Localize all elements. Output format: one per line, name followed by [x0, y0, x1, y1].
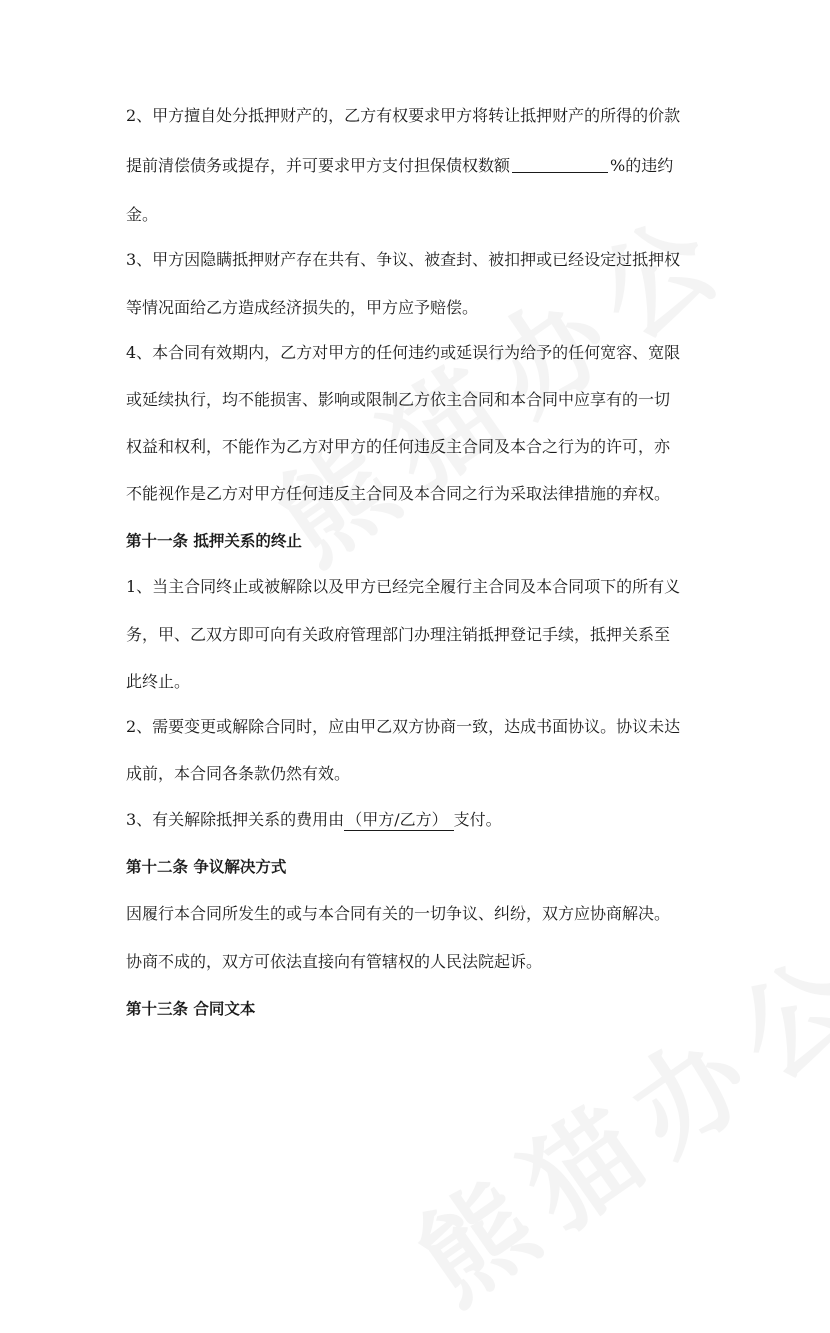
section-heading: 第十一条 抵押关系的终止 [126, 532, 302, 550]
paragraph-line: 协商不成的，双方可依法直接向有管辖权的人民法院起诉。 [126, 952, 543, 971]
paragraph-line: 或延续执行，均不能损害、影响或限制乙方依主合同和本合同中应享有的一切 [126, 390, 671, 409]
paragraph-text: 3、有关解除抵押关系的费用由 [126, 810, 345, 829]
paragraph-line: 3、甲方因隐瞒抵押财产存在共有、争议、被查封、被扣押或已经设定过抵押权 [126, 250, 681, 269]
blank-line[interactable] [512, 156, 608, 173]
paragraph-line: 务，甲、乙双方即可向有关政府管理部门办理注销抵押登记手续，抵押关系至 [126, 625, 671, 644]
paragraph-line [126, 810, 502, 830]
section-heading: 第十二条 争议解决方式 [126, 858, 287, 876]
paragraph-line: 权益和权利，不能作为乙方对甲方的任何违反主合同及本合之行为的许可，亦 [126, 437, 671, 456]
paragraph-line: 不能视作是乙方对甲方任何违反主合同及本合同之行为采取法律措施的弃权。 [126, 484, 671, 503]
watermark [242, 165, 759, 593]
paragraph-line: 2、甲方擅自处分抵押财产的，乙方有权要求甲方将转让抵押财产的所得的价款 [126, 106, 681, 125]
paragraph-text: 支付。 [453, 810, 502, 829]
paragraph-line [126, 156, 673, 176]
paragraph-line: 4、本合同有效期内，乙方对甲方的任何违约或延误行为给予的任何宽容、宽限 [126, 343, 681, 362]
paragraph-line: 因履行本合同所发生的或与本合同有关的一切争议、纠纷，双方应协商解决。 [126, 904, 671, 923]
section-heading: 第十三条 合同文本 [126, 1000, 256, 1018]
paragraph-text: 提前清偿债务或提存，并可要求甲方支付担保债权数额 [126, 156, 511, 175]
paragraph-line: 2、需要变更或解除合同时，应由甲乙双方协商一致，达成书面协议。协议未达 [126, 717, 681, 736]
underlined-field[interactable]: （甲方/乙方） [344, 810, 453, 831]
paragraph-line: 成前，本合同各条款仍然有效。 [126, 764, 351, 783]
paragraph-text: %的违约 [610, 156, 674, 175]
paragraph-line: 金。 [126, 205, 159, 224]
paragraph-line: 等情况面给乙方造成经济损失的，甲方应予赔偿。 [126, 298, 479, 317]
paragraph-line: 此终止。 [126, 672, 191, 691]
paragraph-line: 1、当主合同终止或被解除以及甲方已经完全履行主合同及本合同项下的所有义 [126, 577, 681, 596]
